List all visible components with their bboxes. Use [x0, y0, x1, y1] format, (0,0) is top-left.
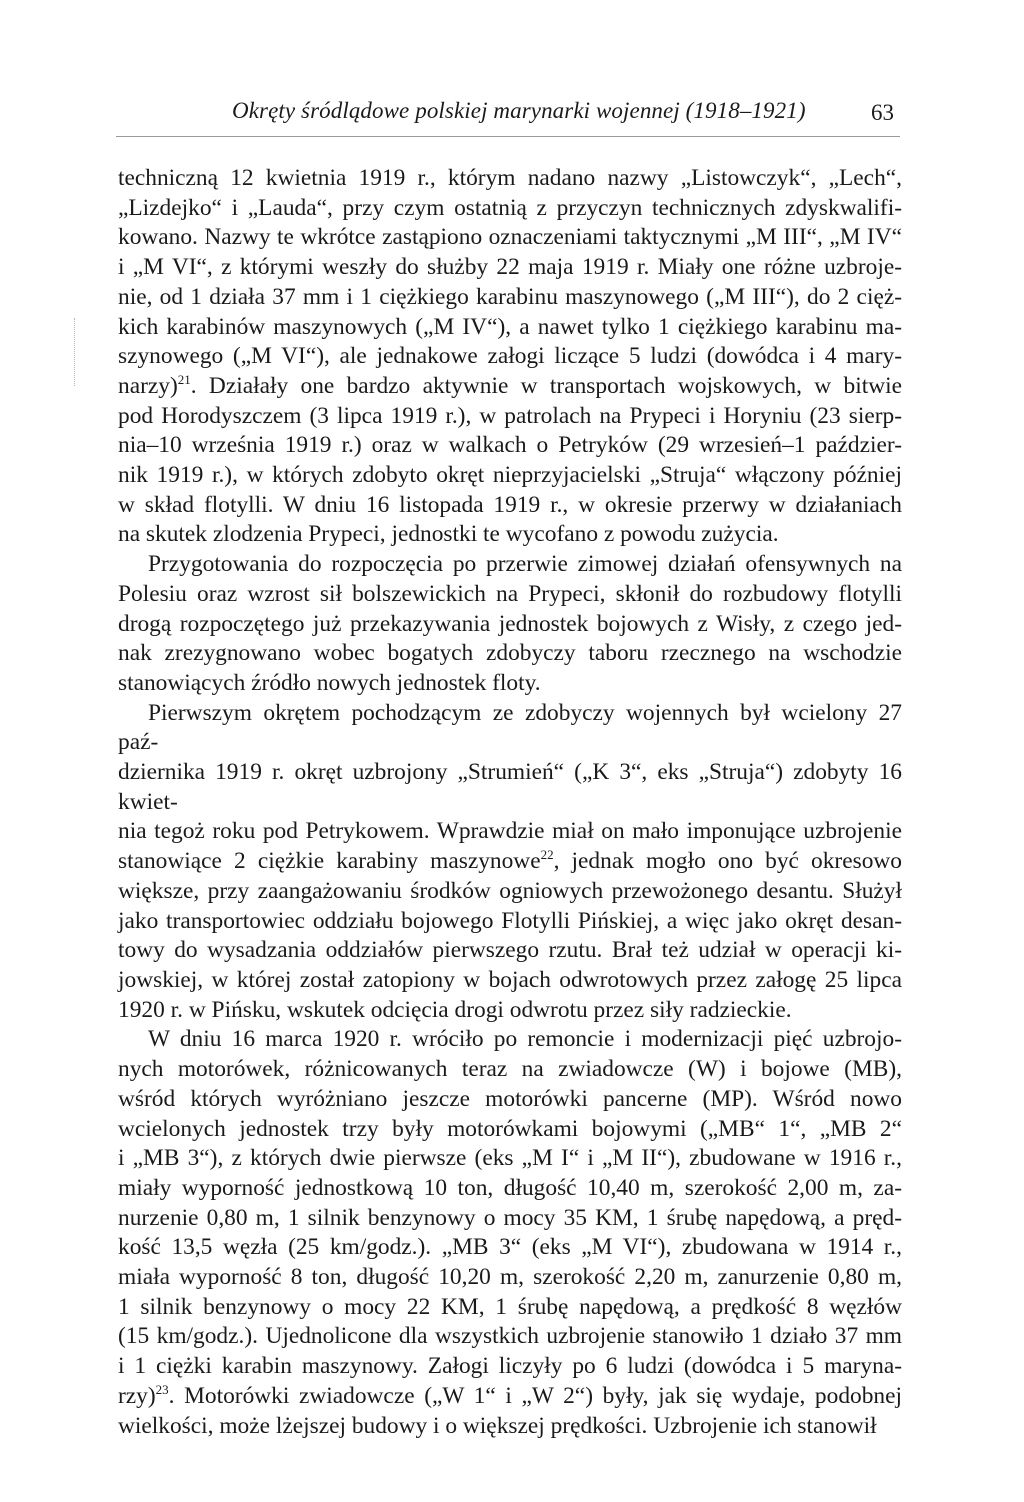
text-line: kich karabinów maszynowych („M IV“), a nawet tylko 1 ciężkiego karabinu ma-	[118, 313, 902, 340]
text-line: drogą rozpoczętego już przekazywania jednostek bojowych z Wisły, z czego jed-	[118, 610, 902, 637]
text-line: nie, od 1 działa 37 mm i 1 ciężkiego karabinu maszynowego („M III“), do 2 cięż-	[118, 283, 902, 310]
text-line: i „MB 3“), z których dwie pierwsze (eks „M I“ i „M II“), zbudowane w 1916 r.,	[118, 1145, 902, 1172]
text-line: nia tegoż roku pod Petrykowem. Wprawdzie miał on mało imponujące uzbrojenie	[118, 818, 902, 845]
text-line: kość 13,5 węzła (25 km/godz.). „MB 3“ (eks „M VI“), zbudowana w 1914 r.,	[118, 1234, 902, 1261]
text-line: 1920 r. w Pińsku, wskutek odcięcia drogi odwrotu przez siły radzieckie.	[118, 996, 792, 1023]
text-line: (15 km/godz.). Ujednolicone dla wszystkich uzbrojenie stanowiło 1 działo 37 mm	[118, 1323, 902, 1350]
text-line: Polesiu oraz wzrost sił bolszewickich na Prypeci, skłonił do rozbudowy flotylli	[118, 580, 902, 607]
text-line: „Lizdejko“ i „Lauda“, przy czym ostatnią z przyczyn technicznych zdyskwalifi-	[118, 194, 902, 221]
running-title: Okręty śródlądowe polskiej marynarki wojennej (1918–1921)	[232, 98, 806, 123]
text-line: towy do wysadzania oddziałów pierwszego rzutu. Brał też udział w operacji ki-	[118, 937, 902, 964]
margin-mark	[74, 318, 75, 386]
text-line: W dniu 16 marca 1920 r. wróciło po remoncie i modernizacji pięć uzbrojo-	[148, 1026, 902, 1053]
text-line: większe, przy zaangażowaniu środków ogniowych przewożonego desantu. Służył	[118, 877, 902, 904]
text-line: nia–10 września 1919 r.) oraz w walkach o Petryków (29 wrzesień–1 paździer-	[118, 432, 902, 459]
text-line: na skutek zlodzenia Prypeci, jednostki te wycofano z powodu zużycia.	[118, 521, 779, 548]
paragraph-p2	[118, 550, 902, 699]
text-line: i 1 ciężki karabin maszynowy. Załogi liczyły po 6 ludzi (dowódca i 5 maryna-	[118, 1353, 902, 1380]
page-number: 63	[871, 100, 894, 125]
text-line: Przygotowania do rozpoczęcia po przerwie zimowej działań ofensywnych na	[148, 551, 902, 578]
text-line: nik 1919 r.), w których zdobyto okręt nieprzyjacielski „Struja“ włączony później	[118, 462, 902, 489]
footnote-marker: 22	[540, 847, 554, 863]
text-line: 1 silnik benzynowy o mocy 22 KM, 1 śrubę napędową, a prędkość 8 węzłów	[118, 1293, 902, 1320]
text-line: dziernika 1919 r. okręt uzbrojony „Strumień“ („K 3“, eks „Struja“) zdobyty 16 kwiet-	[118, 759, 902, 815]
text-line: miała wyporność 8 ton, długość 10,20 m, szerokość 2,20 m, zanurzenie 0,80 m,	[118, 1264, 902, 1291]
paragraph-p1	[118, 164, 902, 550]
text-line: techniczną 12 kwietnia 1919 r., którym nadano nazwy „Listowczyk“, „Lech“,	[118, 165, 902, 191]
text-line: nych motorówek, różnicowanych teraz na zwiadowcze (W) i bojowe (MB),	[118, 1056, 902, 1083]
text-line: wśród których wyróżniano jeszcze motorówki pancerne (MP). Wśród nowo	[118, 1085, 902, 1112]
paragraph-p4	[118, 1025, 902, 1441]
text-line: szynowego („M VI“), ale jednakowe załogi liczące 5 ludzi (dowódca i 4 mary-	[118, 343, 902, 370]
text-line: wielkości, może lżejszej budowy i o większej prędkości. Uzbrojenie ich stanowił	[118, 1412, 877, 1439]
text-line: nak zrezygnowano wobec bogatych zdobyczy taboru rzecznego na wschodzie	[118, 640, 902, 667]
text-line: rzy)$^{23}$. Motorówki zwiadowcze („W 1“ i „W 2“) były, jak się wydaje, podobnej	[118, 1382, 902, 1409]
footnote-marker: 23	[155, 1382, 169, 1398]
text-line: Pierwszym okrętem pochodzącym ze zdobyczy wojennych był wcielony 27 paź-	[118, 699, 902, 756]
text-line: i „M VI“, z którymi weszły do służby 22 maja 1919 r. Miały one różne uzbroje-	[118, 254, 902, 281]
text-line: pod Horodyszczem (3 lipca 1919 r.), w patrolach na Prypeci i Horyniu (23 sierp-	[118, 402, 902, 429]
body-text	[118, 164, 902, 1441]
paragraph-p3	[118, 699, 902, 1026]
text-line: miały wyporność jednostkową 10 ton, długość 10,40 m, szerokość 2,00 m, za-	[118, 1174, 902, 1201]
text-line: narzy)$^{21}$. Działały one bardzo aktywnie w transportach wojskowych, w bitwie	[118, 372, 902, 399]
running-header	[116, 92, 900, 137]
text-line: nurzenie 0,80 m, 1 silnik benzynowy o mocy 35 KM, 1 śrubę napędową, a pręd-	[118, 1204, 902, 1231]
text-line: wcielonych jednostek trzy były motorówkami bojowymi („MB“ 1“, „MB 2“	[118, 1115, 902, 1142]
text-line: w skład flotylli. W dniu 16 listopada 1919 r., w okresie przerwy w działaniach	[118, 491, 902, 518]
text-line: stanowiących źródło nowych jednostek floty.	[118, 669, 541, 696]
text-line: jowskiej, w której został zatopiony w bojach odwrotowych przez załogę 25 lipca	[118, 966, 902, 993]
text-line: stanowiące 2 ciężkie karabiny maszynowe$^{22}$, jednak mogło ono być okresowo	[118, 847, 902, 875]
footnote-marker: 21	[177, 372, 191, 388]
text-line: jako transportowiec oddziału bojowego Flotylli Pińskiej, a więc jako okręt desan-	[118, 907, 902, 934]
text-line: kowano. Nazwy te wkrótce zastąpiono oznaczeniami taktycznymi „M III“, „M IV“	[118, 224, 902, 251]
